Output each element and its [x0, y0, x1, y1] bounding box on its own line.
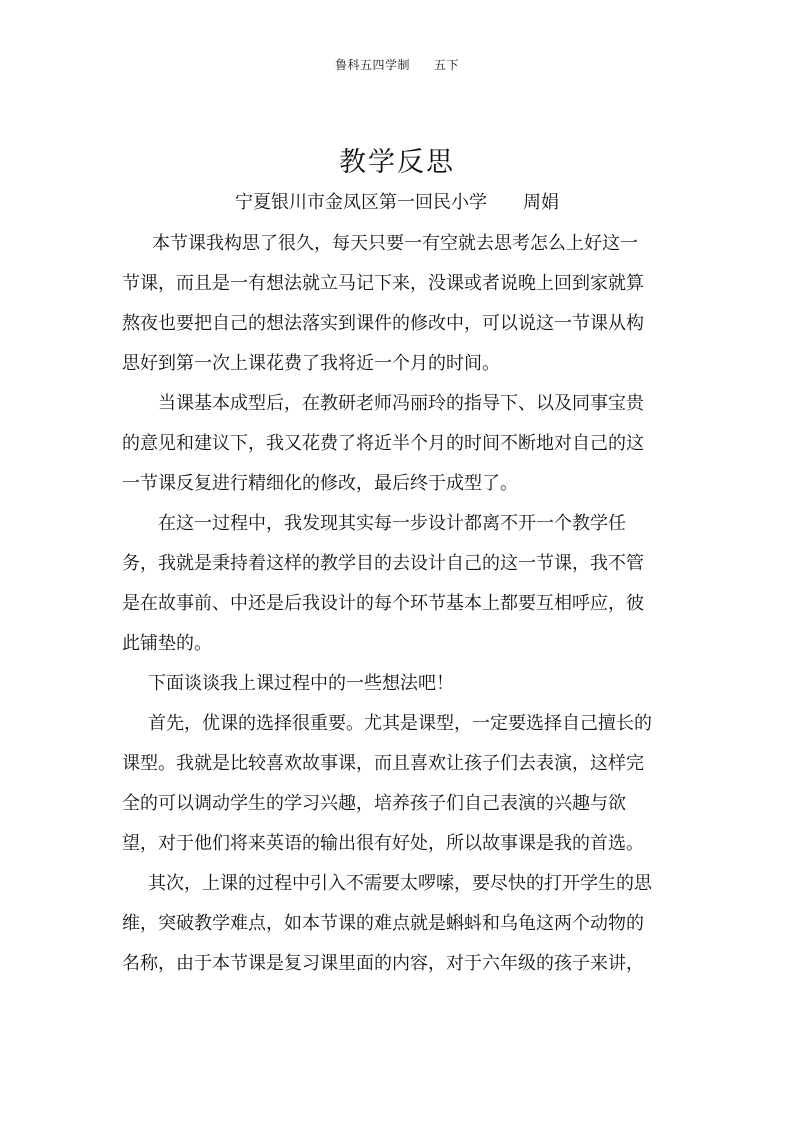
paragraph-line: 此铺垫的。 [122, 633, 212, 654]
paragraph-6 [122, 864, 670, 984]
document-body [122, 224, 670, 984]
header-publisher: 鲁科五四学制 [334, 58, 410, 72]
paragraph-line: 望，对于他们将来英语的输出很有好处，所以故事课是我的首选。 [122, 833, 644, 854]
author-school: 宁夏银川市金凤区第一回民小学 [235, 192, 487, 213]
page-header [0, 56, 794, 73]
paragraph-line: 首先，优课的选择很重要。尤其是课型，一定要选择自己擅长的 [148, 713, 652, 734]
paragraph-line: 思好到第一次上课花费了我将近一个月的时间。 [122, 353, 500, 374]
paragraph-line: 课型。我就是比较喜欢故事课，而且喜欢让孩子们去表演，这样完 [122, 753, 644, 774]
paragraph-4 [122, 664, 670, 704]
paragraph-line: 下面谈谈我上课过程中的一些想法吧！ [148, 673, 454, 694]
paragraph-1 [122, 224, 670, 384]
paragraph-line: 维，突破教学难点，如本节课的难点就是蝌蚪和乌龟这两个动物的 [122, 913, 644, 934]
paragraph-line: 节课，而且是一有想法就立马记下来，没课或者说晚上回到家就算 [122, 273, 644, 294]
author-line [0, 188, 794, 214]
paragraph-line: 名称，由于本节课是复习课里面的内容，对于六年级的孩子来讲， [122, 953, 644, 974]
paragraph-5 [122, 704, 670, 864]
paragraph-line: 全的可以调动学生的学习兴趣，培养孩子们自己表演的兴趣与欲 [122, 793, 626, 814]
paragraph-line: 是在故事前、中还是后我设计的每个环节基本上都要互相呼应，彼 [122, 593, 644, 614]
paragraph-line: 一节课反复进行精细化的修改，最后终于成型了。 [122, 473, 518, 494]
paragraph-line: 其次，上课的过程中引入不需要太啰嗦，要尽快的打开学生的思 [148, 873, 652, 894]
paragraph-line: 熬夜也要把自己的想法落实到课件的修改中，可以说这一节课从构 [122, 313, 644, 334]
paragraph-line: 务，我就是秉持着这样的教学目的去设计自己的这一节课，我不管 [122, 553, 644, 574]
header-grade: 五下 [434, 58, 460, 72]
paragraph-3 [122, 504, 670, 664]
author-name: 周娟 [523, 192, 559, 213]
paragraph-line: 当课基本成型后，在教研老师冯丽玲的指导下、以及同事宝贵 [158, 393, 644, 414]
paragraph-line: 在这一过程中，我发现其实每一步设计都离不开一个教学任 [158, 513, 626, 534]
document-title: 教学反思 [339, 147, 455, 178]
paragraph-line: 的意见和建议下，我又花费了将近半个月的时间不断地对自己的这 [122, 433, 644, 454]
paragraph-2 [122, 384, 670, 504]
paragraph-line: 本节课我构思了很久，每天只要一有空就去思考怎么上好这一 [152, 233, 638, 254]
